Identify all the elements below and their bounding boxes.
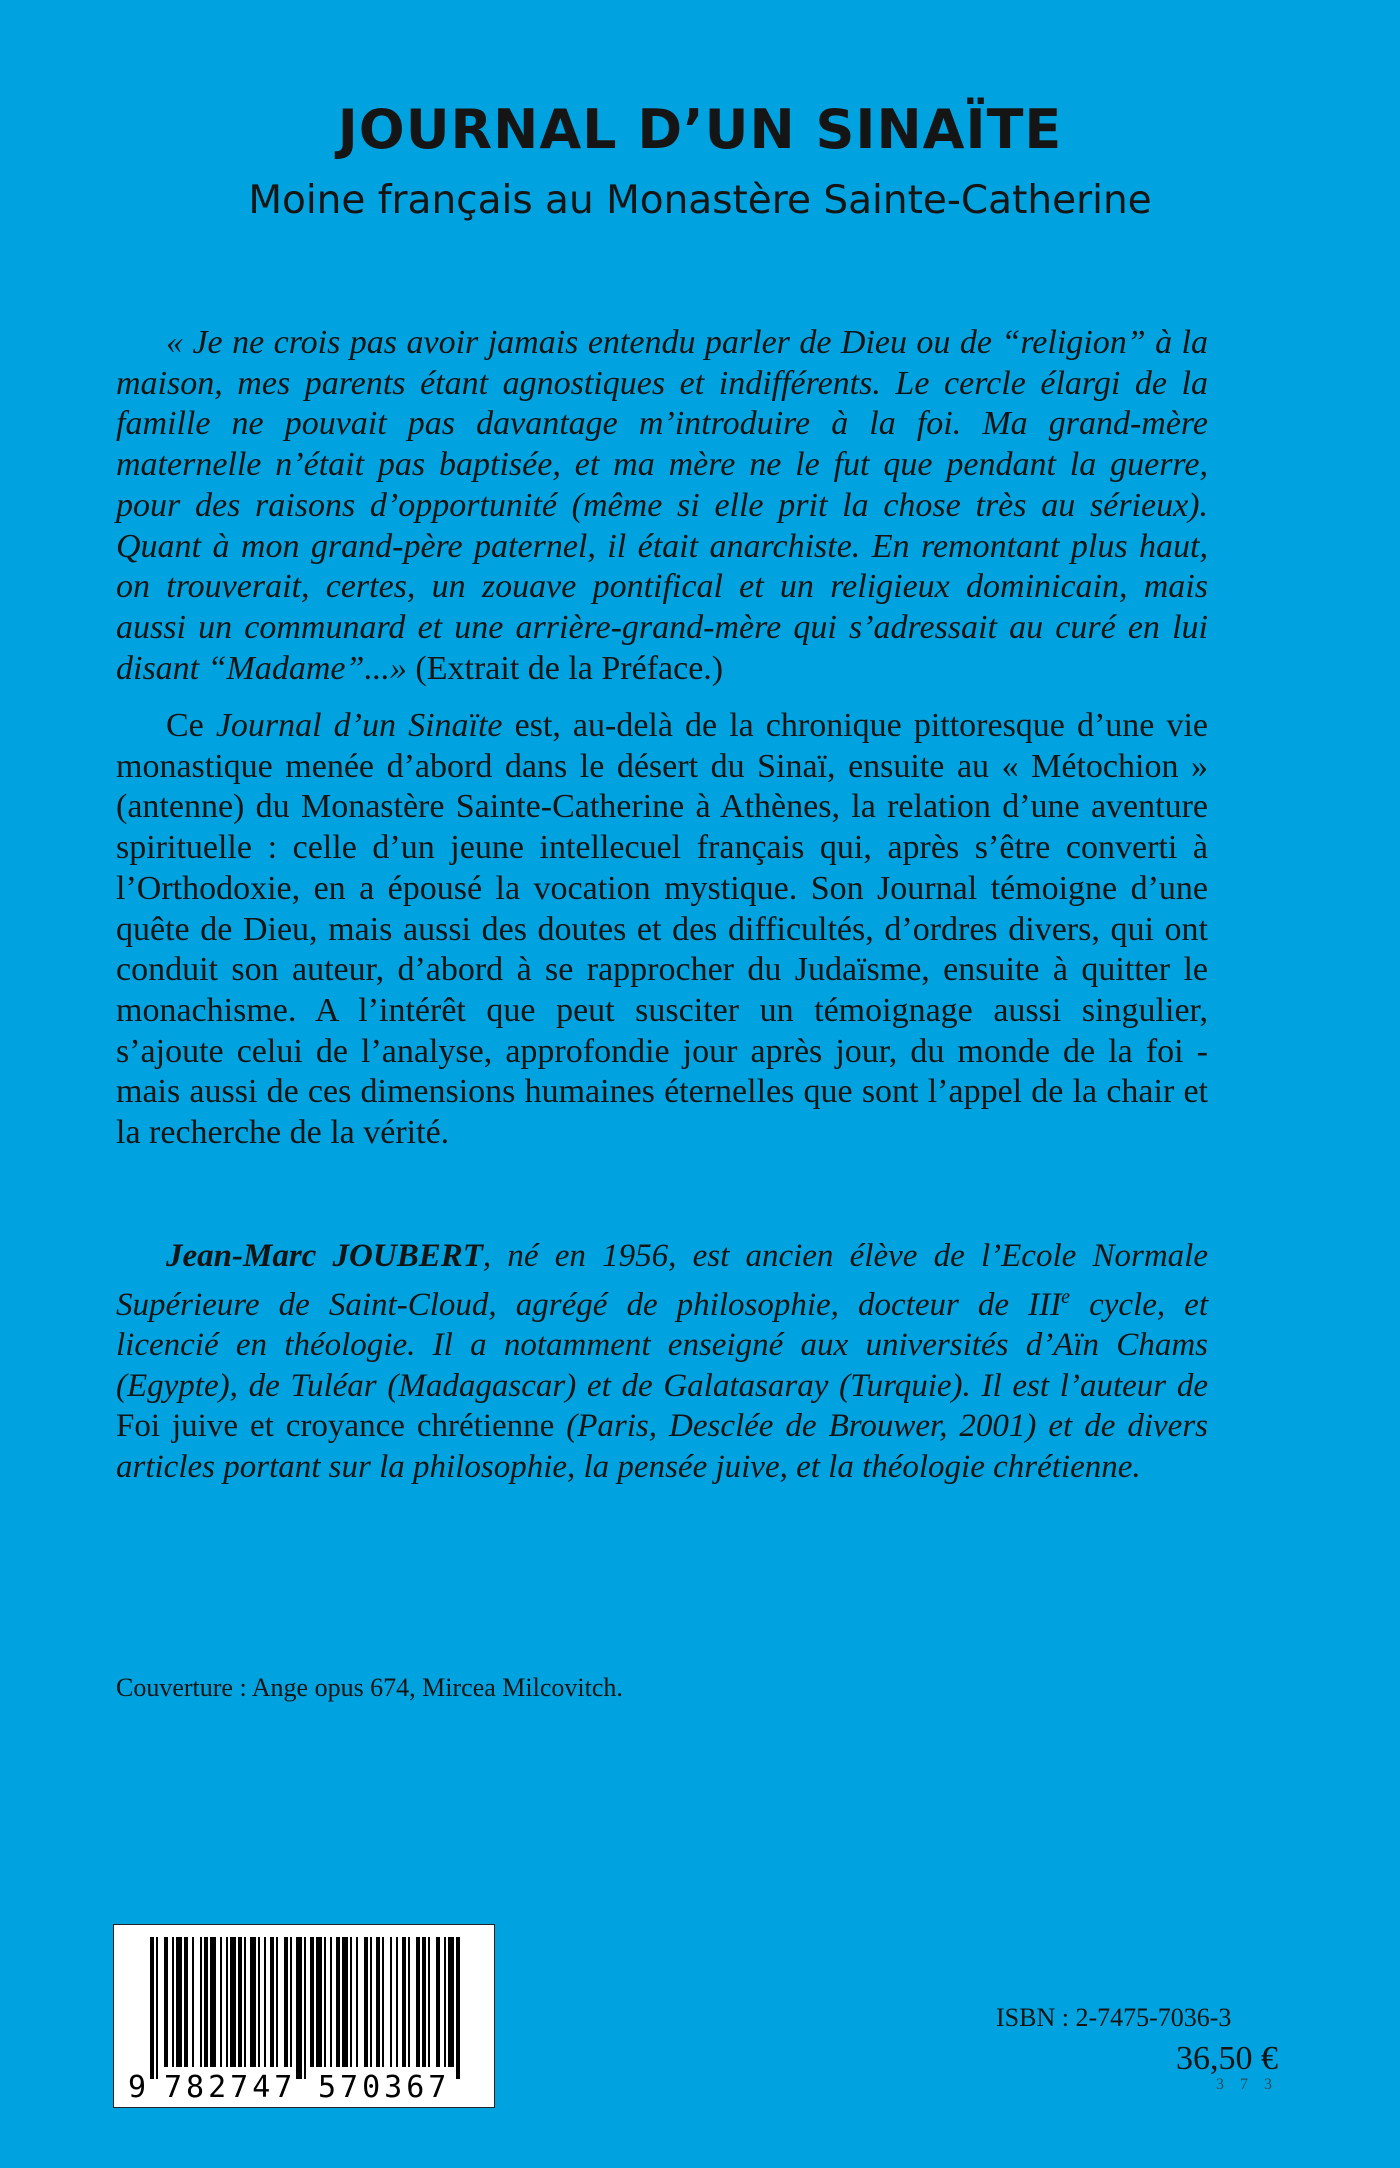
barcode-bar (296, 1937, 302, 2079)
bio-part-1: , né en 1956, est ancien élève de l’Ecole Normale Supérieure de Saint-Cloud, agrégé de philosophie, docteur de III (116, 1238, 1208, 1323)
barcode-bar (172, 1937, 174, 2067)
barcode-bar (342, 1937, 348, 2067)
barcode-bar (220, 1937, 222, 2067)
bio-work-title: Foi juive et croyance chrétienne (116, 1408, 555, 1444)
barcode-bar (402, 1937, 406, 2067)
barcode (113, 1924, 495, 2108)
barcode-bar (176, 1937, 182, 2067)
barcode-bar (382, 1937, 384, 2067)
barcode-bar (230, 1937, 236, 2067)
barcode-digits-group1: 782747 (164, 2070, 297, 2105)
cover-credit: Couverture : Ange opus 674, Mircea Milcovitch. (116, 1673, 623, 1702)
barcode-bar (390, 1937, 392, 2067)
barcode-bar (436, 1937, 440, 2067)
barcode-bar (422, 1937, 426, 2067)
barcode-bar (258, 1937, 260, 2067)
barcode-bar (150, 1937, 154, 2079)
book-subtitle: Moine français au Monastère Sainte-Catherine (248, 178, 1152, 223)
barcode-bar (350, 1937, 352, 2067)
barcode-bar (192, 1937, 194, 2067)
barcode-bar (156, 1937, 158, 2079)
barcode-bar (276, 1937, 278, 2067)
barcode-digit-first: 9 (128, 2070, 147, 2105)
book-description (116, 706, 1208, 1154)
barcode-bar (370, 1937, 372, 2067)
quote-text: « Je ne crois pas avoir jamais entendu parler de Dieu ou de “religion” à la maison, mes parents étant agnostiques et indifférents. Le cercle élargi de la famille ne pouvait pas davantage m’introduire à la foi. Ma grand-mère maternelle n’était pas baptisée, et ma mère ne le fut que pendant la guerre, pour des raisons d’opportunité (même si elle prit la chose très au sérieux). Quant à mon grand-père paternel, il était anarchiste. En remontant plus haut, on trouverait, certes, un zouave pontifical et un religieux dominicain, mais aussi un communard et une arrière-grand-mère qui s’adressait au curé en lui disant “Madame”...» (116, 324, 1208, 687)
barcode-bar (226, 1937, 228, 2067)
barcode-bar (396, 1937, 398, 2067)
barcode-bar (428, 1937, 430, 2067)
author-name: Jean-Marc JOUBERT (166, 1238, 483, 1274)
bio-superscript: e (1061, 1285, 1070, 1308)
bio-part-2: cycle, et licencié en théologie. Il a notamment enseigné aux universités d’Aïn Chams (Egypte), de Tuléar (Madagascar) et de Galatasaray (Turquie). Il est l’auteur de (116, 1286, 1208, 1404)
price: 36,50 € (1176, 2040, 1278, 2077)
barcode-bar (456, 1937, 460, 2079)
author-bio (116, 1236, 1208, 1487)
isbn: ISBN : 2-7475-7036-3 (996, 2003, 1232, 2032)
preface-quote (116, 323, 1208, 689)
barcode-bar (364, 1937, 368, 2067)
barcode-bar (290, 1937, 292, 2067)
barcode-bar (408, 1937, 410, 2067)
bio-part-3: (Paris, Desclée de Brouwer, 2001) et de divers articles portant sur la philosophie, la pensée juive, et la théologie chrétienne. (116, 1408, 1209, 1485)
price-shadow: 3 7 3 (1216, 2076, 1278, 2093)
barcode-digits-group2: 570367 (318, 2070, 451, 2105)
barcode-graphic (114, 1925, 494, 2107)
barcode-bar (238, 1937, 242, 2067)
barcode-bar (164, 1937, 168, 2067)
barcode-bar (304, 1937, 306, 2079)
barcode-bar (324, 1937, 326, 2067)
barcode-bar (184, 1937, 188, 2067)
barcode-bar (270, 1937, 274, 2067)
barcode-bar (264, 1937, 266, 2067)
barcode-bar (316, 1937, 322, 2067)
barcode-bar (210, 1937, 216, 2067)
barcode-bar (244, 1937, 246, 2067)
barcode-bar (376, 1937, 380, 2067)
book-title: JOURNAL D’UN SINAÏTE (337, 98, 1063, 161)
description-book-title: Journal d’un Sinaïte (215, 707, 503, 744)
barcode-bar (310, 1937, 314, 2067)
barcode-bar (200, 1937, 202, 2067)
barcode-bar (204, 1937, 208, 2067)
description-intro: Ce (166, 707, 216, 744)
barcode-bar (330, 1937, 332, 2067)
barcode-bar (250, 1937, 256, 2067)
quote-source: (Extrait de la Préface.) (406, 649, 724, 687)
barcode-bar (448, 1937, 454, 2067)
barcode-bar (356, 1937, 358, 2067)
barcode-bar (416, 1937, 420, 2067)
description-body: est, au-delà de la chronique pittoresque d’une vie monastique menée d’abord dans le désert du Sinaï, ensuite au « Métochion » (antenne) du Monastère Sainte-Catherine à Athènes, la relation d’une aventure spirituelle : celle d’un jeune intellecuel français qui, après s’être converti à l’Orthodoxie, en a épousé la vocation mystique. Son Journal témoigne d’une quête de Dieu, mais aussi des doutes et des difficultés, d’ordres divers, qui ont conduit son auteur, d’abord à se rapprocher du Judaïsme, ensuite à quitter le monachisme. A l’intérêt que peut susciter un témoignage aussi singulier, s’ajoute celui de l’analyse, approfondie jour après jour, du monde de la foi - mais aussi de ces dimensions humaines éternelles que sont l’appel de la chair et la recherche de la vérité. (116, 707, 1208, 1152)
barcode-bar (444, 1937, 446, 2067)
barcode-bar (336, 1937, 340, 2067)
barcode-bar (284, 1937, 288, 2067)
